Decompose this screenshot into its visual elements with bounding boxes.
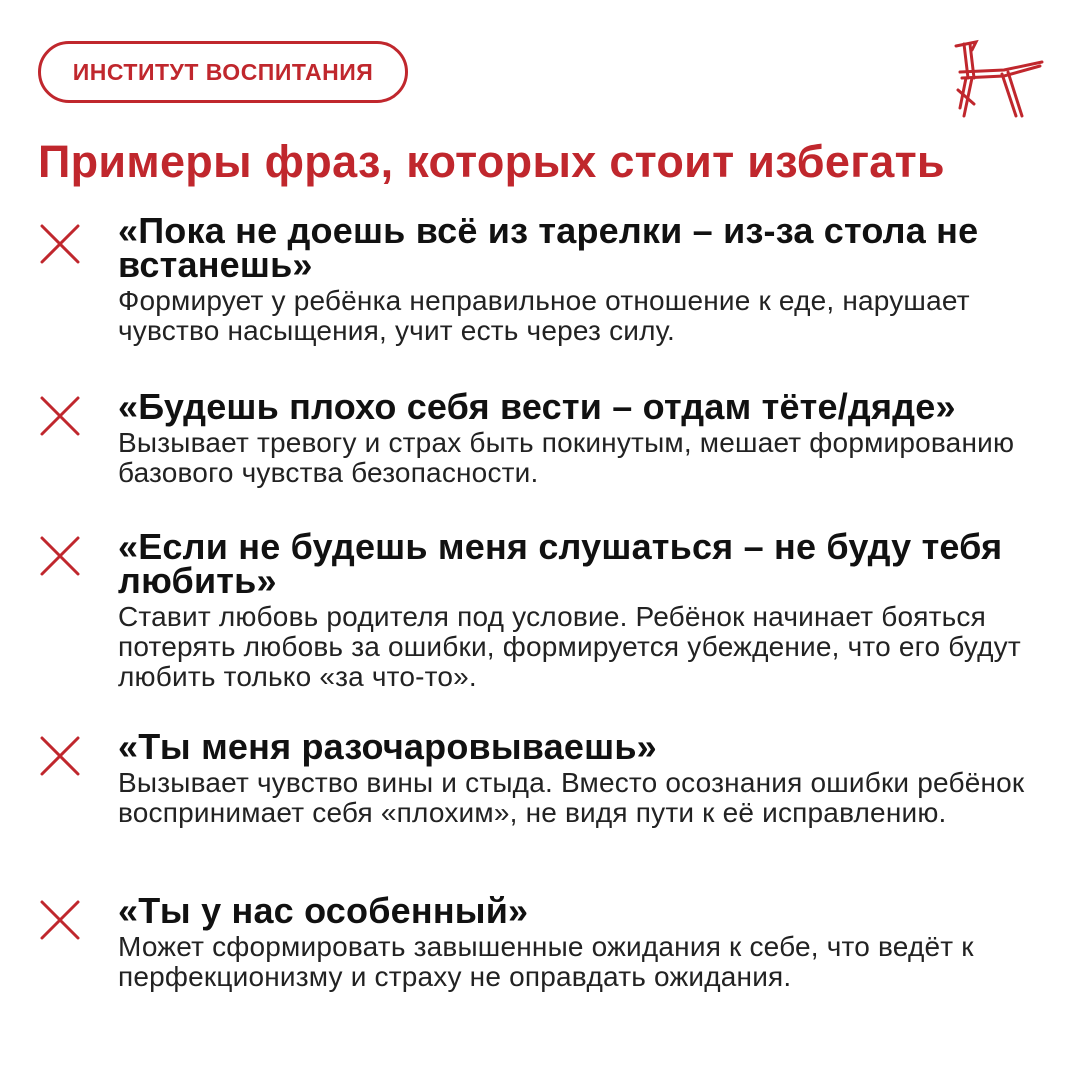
phrase-item — [38, 726, 1048, 828]
horse-logo-icon — [946, 38, 1046, 120]
cross-icon — [38, 898, 82, 942]
cross-icon — [38, 734, 82, 778]
phrase-text: «Будешь плохо себя вести – отдам тёте/дяде» — [118, 386, 956, 427]
phrase-explanation: Вызывает чувство вины и стыда. Вместо осознания ошибки ребёнок воспринимает себя «плохим», не видя пути к её исправлению. — [118, 767, 1025, 828]
phrase-explanation: Вызывает тревогу и страх быть покинутым, мешает формированию базового чувства безопасности. — [118, 427, 1015, 488]
phrase-text: «Пока не доешь всё из тарелки – из-за стола не встанешь» — [118, 210, 979, 285]
phrase-explanation: Может сформировать завышенные ожидания к себе, что ведёт к перфекционизму и страху не оправдать ожидания. — [118, 931, 974, 992]
phrase-text: «Если не будешь меня слушаться – не буду тебя любить» — [118, 526, 1003, 601]
phrase-item — [38, 210, 1048, 346]
phrase-text: «Ты меня разочаровываешь» — [118, 726, 657, 767]
phrase-item — [38, 526, 1048, 692]
phrase-explanation: Формирует у ребёнка неправильное отношение к еде, нарушает чувство насыщения, учит есть через силу. — [118, 285, 970, 346]
page-title: Примеры фраз, которых стоит избегать — [38, 136, 945, 187]
phrase-explanation: Ставит любовь родителя под условие. Ребёнок начинает бояться потерять любовь за ошибки, формируется убеждение, что его будут любить только «за что-то». — [118, 601, 1021, 692]
phrase-item — [38, 890, 1048, 992]
phrase-item — [38, 386, 1048, 488]
brand-badge — [38, 41, 408, 103]
cross-icon — [38, 394, 82, 438]
brand-badge-label: ИНСТИТУТ ВОСПИТАНИЯ — [72, 58, 374, 85]
cross-icon — [38, 222, 82, 266]
phrase-text: «Ты у нас особенный» — [118, 890, 529, 931]
cross-icon — [38, 534, 82, 578]
